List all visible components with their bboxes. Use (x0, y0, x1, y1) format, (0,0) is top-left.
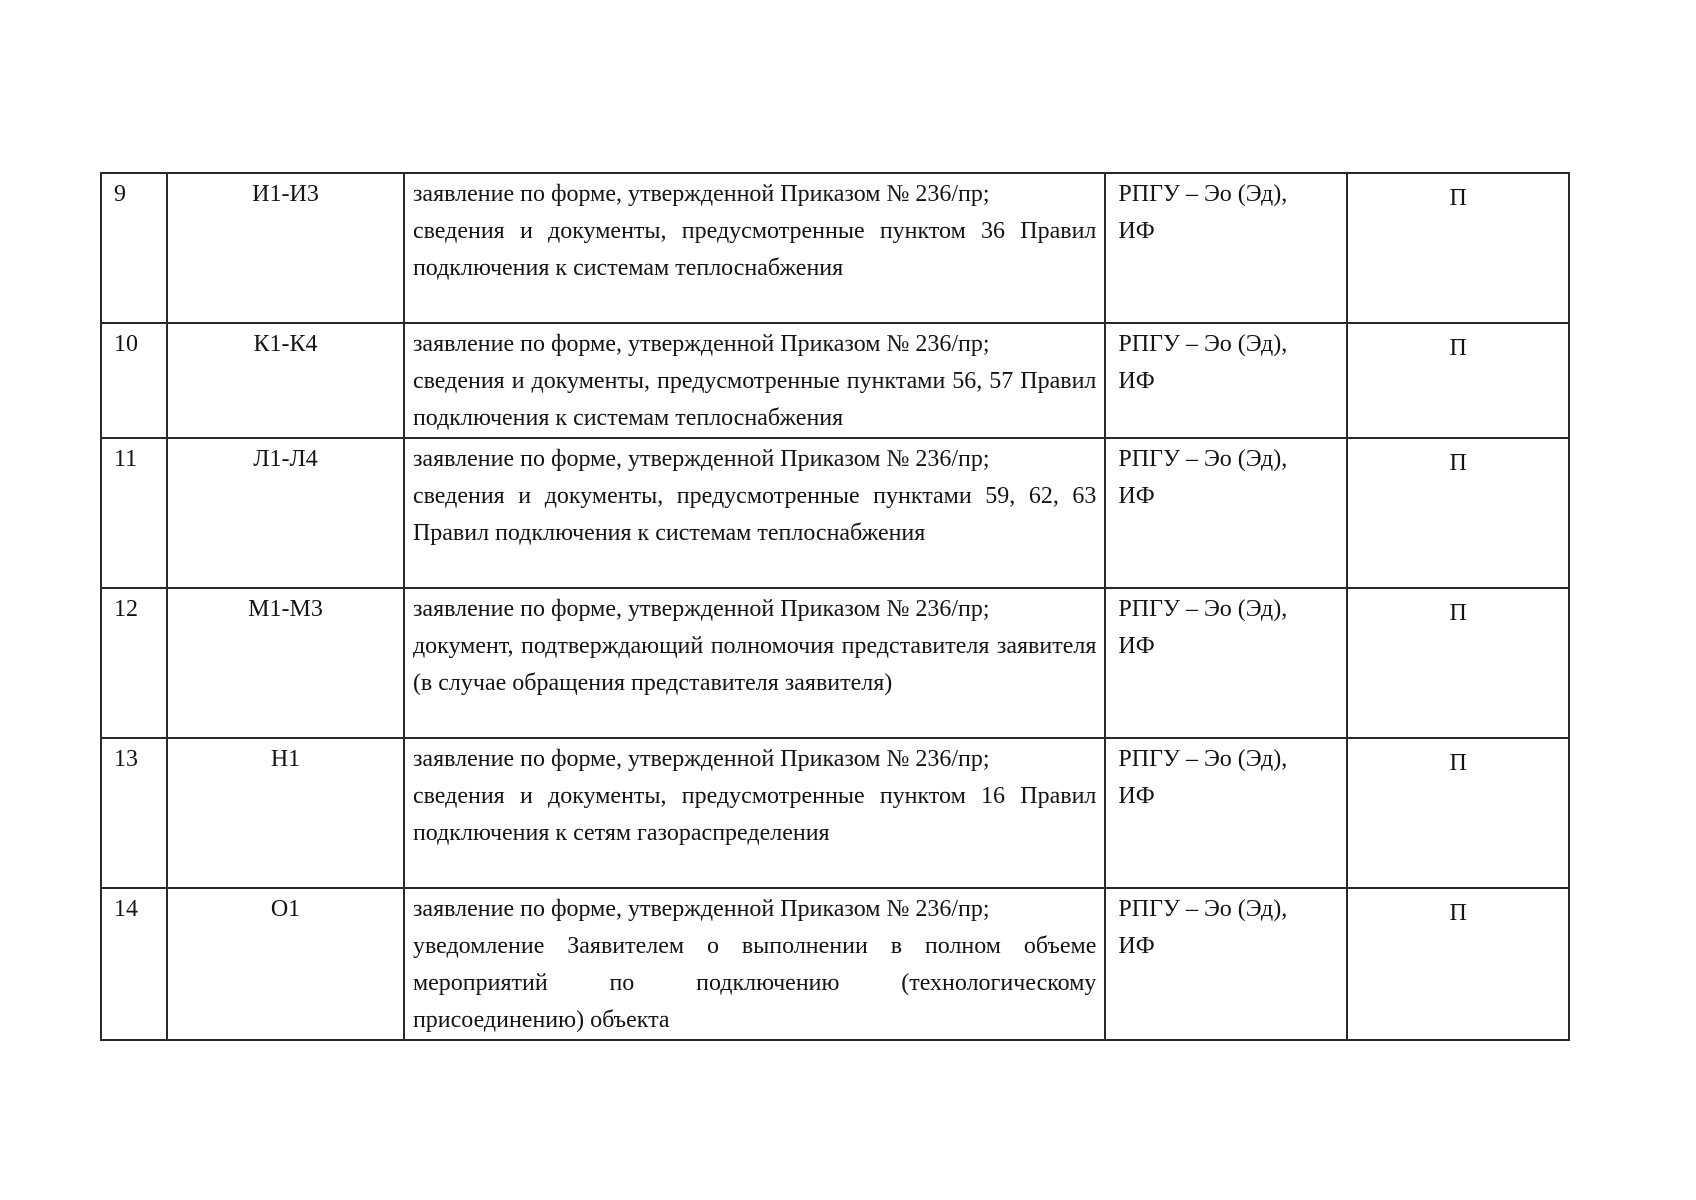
row-code: О1 (167, 888, 404, 1040)
row-number: 11 (101, 438, 167, 588)
documents-table (100, 172, 1570, 1041)
method-line: ИФ (1118, 218, 1155, 244)
row-mark: П (1347, 323, 1569, 438)
row-submission-method (1105, 738, 1347, 888)
method-line: РПГУ – Эо (Эд), (1118, 181, 1288, 207)
document-line: заявление по форме, утвержденной Приказом № 236/пр; (412, 446, 990, 472)
row-submission-method (1105, 588, 1347, 738)
document-line: уведомление Заявителем о выполнении в полном объеме мероприятий по подключению (технологическому присоединению) объекта (412, 933, 1097, 1033)
row-submission-method (1105, 173, 1347, 323)
row-code: Н1 (167, 738, 404, 888)
table-row (101, 888, 1569, 1040)
row-documents (404, 888, 1105, 1040)
document-line: заявление по форме, утвержденной Приказом № 236/пр; (412, 746, 990, 772)
document-line: заявление по форме, утвержденной Приказом № 236/пр; (412, 596, 990, 622)
row-number: 14 (101, 888, 167, 1040)
table-body (101, 173, 1569, 1040)
document-line: заявление по форме, утвержденной Приказом № 236/пр; (412, 331, 990, 357)
row-mark: П (1347, 738, 1569, 888)
row-number: 10 (101, 323, 167, 438)
table-row (101, 738, 1569, 888)
row-mark: П (1347, 588, 1569, 738)
row-documents (404, 173, 1105, 323)
row-documents (404, 738, 1105, 888)
row-submission-method (1105, 888, 1347, 1040)
method-line: ИФ (1118, 783, 1155, 809)
row-code: М1-М3 (167, 588, 404, 738)
method-line: РПГУ – Эо (Эд), (1118, 896, 1288, 922)
document-line: сведения и документы, предусмотренные пунктом 16 Правил подключения к сетям газораспределения (412, 783, 1097, 846)
row-submission-method (1105, 323, 1347, 438)
table-row (101, 323, 1569, 438)
row-mark: П (1347, 173, 1569, 323)
row-mark: П (1347, 888, 1569, 1040)
row-code: Л1-Л4 (167, 438, 404, 588)
method-line: РПГУ – Эо (Эд), (1118, 331, 1288, 357)
row-documents (404, 323, 1105, 438)
row-documents (404, 588, 1105, 738)
document-line: документ, подтверждающий полномочия представителя заявителя (в случае обращения представителя заявителя) (412, 633, 1097, 696)
method-line: ИФ (1118, 368, 1155, 394)
method-line: РПГУ – Эо (Эд), (1118, 596, 1288, 622)
row-code: К1-К4 (167, 323, 404, 438)
row-code: И1-И3 (167, 173, 404, 323)
document-line: сведения и документы, предусмотренные пунктами 59, 62, 63 Правил подключения к системам теплоснабжения (412, 483, 1097, 546)
row-documents (404, 438, 1105, 588)
row-number: 13 (101, 738, 167, 888)
document-line: сведения и документы, предусмотренные пунктом 36 Правил подключения к системам теплоснабжения (412, 218, 1097, 281)
row-number: 9 (101, 173, 167, 323)
document-line: заявление по форме, утвержденной Приказом № 236/пр; (412, 896, 990, 922)
table-row (101, 438, 1569, 588)
document-line: сведения и документы, предусмотренные пунктами 56, 57 Правил подключения к системам теплоснабжения (412, 368, 1097, 431)
method-line: РПГУ – Эо (Эд), (1118, 446, 1288, 472)
row-mark: П (1347, 438, 1569, 588)
method-line: ИФ (1118, 483, 1155, 509)
row-number: 12 (101, 588, 167, 738)
table-row (101, 173, 1569, 323)
method-line: ИФ (1118, 933, 1155, 959)
document-line: заявление по форме, утвержденной Приказом № 236/пр; (412, 181, 990, 207)
method-line: ИФ (1118, 633, 1155, 659)
table-row (101, 588, 1569, 738)
row-submission-method (1105, 438, 1347, 588)
method-line: РПГУ – Эо (Эд), (1118, 746, 1288, 772)
